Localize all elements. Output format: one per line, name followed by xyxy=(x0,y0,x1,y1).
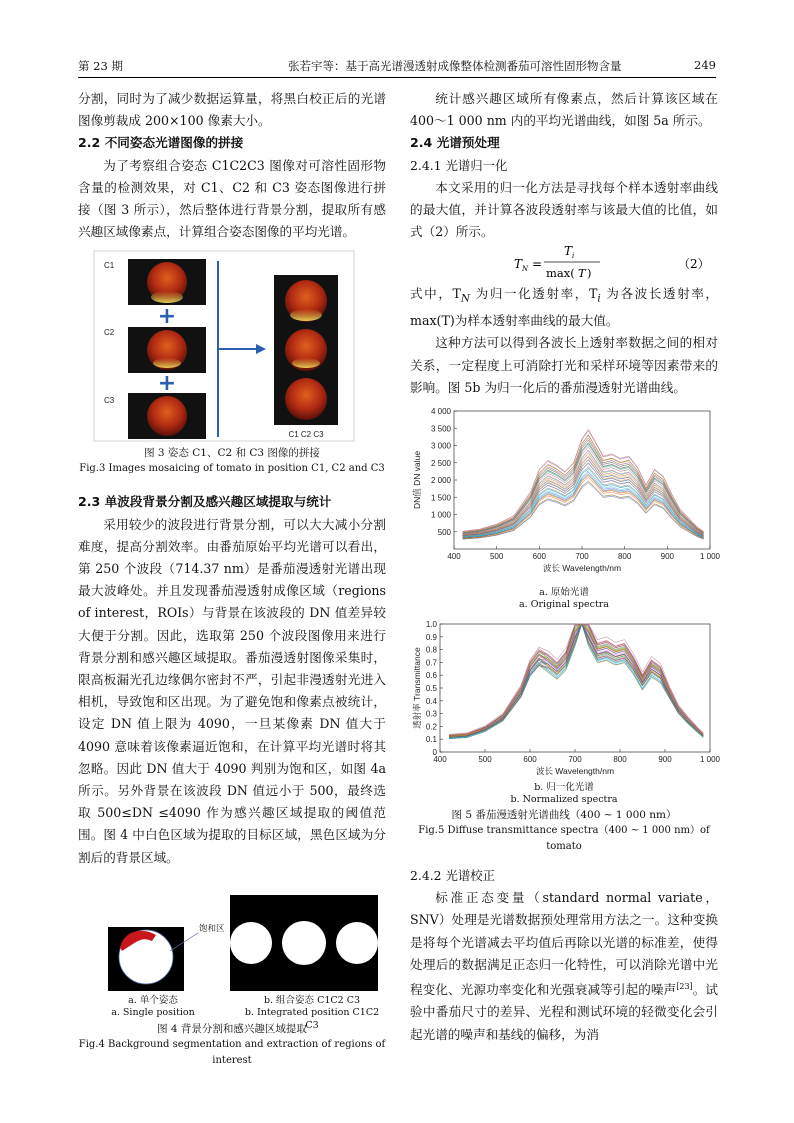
y-tick-label: 0.9 xyxy=(425,632,437,642)
subcap-5a-en: a. Original spectra xyxy=(519,599,609,611)
y-axis-label: 透射率 Transmittance xyxy=(412,647,422,729)
section-heading: 2.2 不同姿态光谱图像的拼接 xyxy=(78,135,244,151)
paragraph: 分割，同时为了减少数据运算量，将黑白校正后的光谱图像剪裁成 200×100 像素大小。 xyxy=(78,91,386,129)
paragraph: 采用较少的波段进行背景分割，可以大大减小分割难度，提高分割效率。由番茄原始平均光谱可以看出，第 250 个波段（714.37 nm）是番茄漫透射光谱出现最大波峰处。并且发现番茄漫透射成像区域（regions of interest，ROIs）与背景在该波段的 DN 值差异较大便于分割。因此，选取第 250 个波段图像用来进行背景分割和感兴趣区域提取。番茄漫透射图像采集时，限高板漏光孔边缘偶尔密封不严，引起非漫透射光进入相机，导致饱和区出现。为了避免饱和像素点被统计，设定 DN 值上限为 4090，一旦某像素 DN 值大于 4090 意味着该像素逼近饱和，在计算平均光谱时将其忽略。因此 DN 值大于 4090 判别为饱和区，如图 4a 所示。另外背景在该波段 DN 值远小于 500，最终选取 500≤DN ≤4090 作为感兴趣区域提取的阈值范围。图 4 中白色区域为提取的目标区域，黑色区域为分割后的背景区域。 xyxy=(78,516,386,865)
x-tick-label: 500 xyxy=(478,754,492,764)
equation-image xyxy=(410,243,718,283)
x-axis-label: 波长 Wavelength/nm xyxy=(535,765,615,776)
x-tick-label: 400 xyxy=(433,754,447,764)
subcap-5a xyxy=(410,587,718,612)
x-tick-label: 800 xyxy=(617,551,632,561)
subsection-heading: 2.4.2 光谱校正 xyxy=(410,867,496,883)
y-tick-label: 3 500 xyxy=(430,424,451,434)
figure-3-image xyxy=(78,251,386,457)
x-tick-label: 500 xyxy=(489,551,504,561)
y-tick-label: 0 xyxy=(432,747,437,757)
svg-text:i: i xyxy=(572,252,575,261)
subcap-5b xyxy=(410,782,718,807)
x-tick-label: 1 000 xyxy=(699,551,721,561)
subcap-5a-cn: a. 原始光谱 xyxy=(539,586,589,598)
x-tick-label: 400 xyxy=(447,551,461,561)
plus-icon: + xyxy=(157,371,177,397)
issue-number: 第 23 期 xyxy=(78,59,123,73)
svg-text:max(: max( xyxy=(546,266,575,281)
y-tick-label: 0.6 xyxy=(425,671,437,681)
mask-combined xyxy=(230,895,378,991)
paragraph: 式中，$T_N$ 为归一化透射率，$T_i$ 为各波长透射率，max(T)为样本透射率曲线的最大值。 xyxy=(410,286,718,329)
paragraph: 统计感兴趣区域所有像素点，然后计算该区域在 400～1 000 nm 内的平均光谱曲线，如图 5a 所示。 xyxy=(410,91,718,129)
x-tick-label: 900 xyxy=(660,551,675,561)
chart-original-spectra xyxy=(410,406,721,581)
y-tick-label: 3 000 xyxy=(430,441,451,451)
running-header xyxy=(78,58,716,78)
y-tick-label: 0.3 xyxy=(425,709,437,719)
plus-icon: + xyxy=(157,304,177,330)
chart-normalized-spectra xyxy=(410,619,721,778)
figure-3 xyxy=(78,251,386,457)
paragraph: 本文采用的归一化方法是寻找每个样本透射率曲线的最大值，并计算各波段透射率与该最大值的比值，如式（2）所示。 xyxy=(410,179,718,240)
x-tick-label: 900 xyxy=(658,754,672,764)
subcap-a-cn: a. 单个姿态 xyxy=(128,994,178,1006)
x-tick-label: 700 xyxy=(575,551,589,561)
svg-text:T: T xyxy=(578,266,586,281)
y-axis-label: DN值 DN value xyxy=(412,450,422,510)
svg-text:N: N xyxy=(522,265,529,274)
svg-text:=: = xyxy=(532,257,543,272)
section-heading: 2.3 单波段背景分割及感兴趣区域提取与统计 xyxy=(78,494,332,510)
label-combined: C1 C2 C3 xyxy=(288,430,324,440)
saturation-label: 饱和区 xyxy=(199,923,225,934)
y-tick-label: 0.2 xyxy=(425,722,437,732)
tomato-combined xyxy=(274,275,338,425)
section-heading: 2.4 光谱预处理 xyxy=(410,135,500,151)
y-tick-label: 0.1 xyxy=(425,735,437,745)
x-tick-label: 1 000 xyxy=(699,754,721,764)
x-tick-label: 600 xyxy=(523,754,537,764)
y-tick-label: 1 000 xyxy=(430,510,451,520)
svg-text:T: T xyxy=(514,257,523,272)
x-axis-label: 波长 Wavelength/nm xyxy=(542,562,622,573)
figure-5b xyxy=(410,619,721,778)
x-tick-label: 800 xyxy=(613,754,627,764)
page-number: 249 xyxy=(694,58,716,72)
y-tick-label: 2 500 xyxy=(430,458,451,468)
paragraph: 标准正态变量（standard normal variate，SNV）处理是光谱数据预处理常用方法之一。这种变换是将每个光谱减去平均值后再除以光谱的标准差，使得处理后的数据满足正态归一化特性，可以消除光谱中光程变化、光源功率变化和光强衰减等引起的噪声[23]。试验中番茄尺寸的差异、光程和测试环境的轻微变化会引起光谱的噪声和基线的偏移，为消 xyxy=(410,890,719,1042)
y-tick-label: 0.5 xyxy=(425,683,437,693)
equation-number: （2） xyxy=(678,257,710,272)
figure-4-caption-en: Fig.4 Background segmentation and extraction of regions of interest xyxy=(78,1038,386,1066)
subcap-b-en: b. Integrated position C1C2 C3 xyxy=(244,1007,380,1031)
y-tick-label: 1 500 xyxy=(430,493,451,503)
tomato-c1 xyxy=(128,259,206,305)
figure-3-caption-en: Fig.3 Images mosaicing of tomato in position C1, C2 and C3 xyxy=(79,463,385,475)
paragraph: 为了考察组合姿态 C1C2C3 图像对可溶性固形物含量的检测效果，对 C1、C2 和 C3 姿态图像进行拼接（图 3 所示），然后整体进行背景分割，提取所有感兴趣区域像素点，计算组合姿态图像的平均光谱。 xyxy=(78,157,386,240)
figure-5a xyxy=(410,406,721,581)
left-column xyxy=(78,88,386,1069)
subcap-b xyxy=(238,995,386,1033)
tomato-c3 xyxy=(128,393,206,439)
figure-5-caption-cn: 图 5 番茄漫透射光谱曲线（400 ~ 1 000 nm） xyxy=(451,808,677,821)
subcap-a-en: a. Single position xyxy=(111,1007,195,1019)
x-tick-label: 600 xyxy=(532,551,547,561)
subsection-heading: 2.4.1 光谱归一化 xyxy=(410,157,508,173)
subcap-a xyxy=(98,995,208,1020)
citation-ref: [23] xyxy=(676,981,693,991)
x-tick-label: 700 xyxy=(568,754,582,764)
svg-text:T: T xyxy=(564,244,573,259)
label-c1: C1 xyxy=(104,261,115,271)
subcap-5b-en: b. Normalized spectra xyxy=(510,794,618,806)
subcap-b-cn: b. 组合姿态 C1C2 C3 xyxy=(263,994,361,1006)
equation-2 xyxy=(410,243,718,283)
y-tick-label: 4 000 xyxy=(430,406,451,416)
figure-4-caption-cn: 图 4 背景分割和感兴趣区域提取 xyxy=(157,1022,307,1035)
right-column xyxy=(410,88,721,1046)
y-tick-label: 0.8 xyxy=(425,645,437,655)
subcap-5b-cn: b. 归一化光谱 xyxy=(534,781,594,793)
y-tick-label: 0.4 xyxy=(425,696,437,706)
figure-4 xyxy=(78,895,386,991)
figure-3-caption-cn: 图 3 姿态 C1、C2 和 C3 图像的拼接 xyxy=(144,447,320,460)
label-c2: C2 xyxy=(104,328,115,338)
tomato-c2 xyxy=(128,327,206,373)
y-tick-label: 500 xyxy=(437,527,451,537)
mask-single xyxy=(108,927,184,991)
svg-text:): ) xyxy=(587,266,592,281)
label-c3: C3 xyxy=(104,396,115,406)
y-tick-label: 0.7 xyxy=(425,658,437,668)
figure-5-caption-en: Fig.5 Diffuse transmittance spectra（400 ~ 1 000 nm）of tomato xyxy=(418,824,710,852)
figure-4-image xyxy=(78,895,386,991)
paragraph: 这种方法可以得到各波长上透射率数据之间的相对关系，一定程度上可消除打光和采样环境等因素带来的影响。图 5b 为归一化后的番茄漫透射光谱曲线。 xyxy=(410,335,718,395)
y-tick-label: 2 000 xyxy=(430,475,451,485)
y-tick-label: 1.0 xyxy=(425,619,437,629)
running-title: 张若宇等：基于高光谱漫透射成像整体检测番茄可溶性固形物含量 xyxy=(288,59,622,73)
